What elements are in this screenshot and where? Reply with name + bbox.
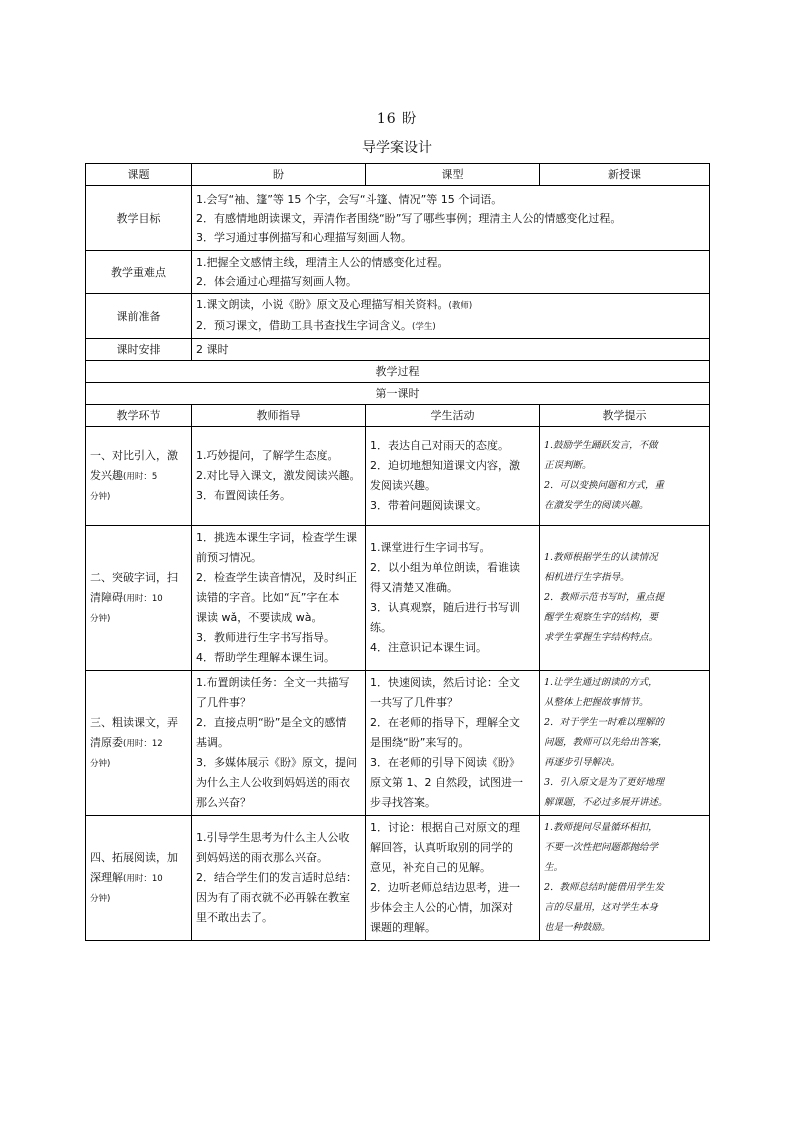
stage-cell [86,427,192,526]
keys-content [192,251,710,294]
student-line: 2．迫切地想知道课文内容，激 [370,459,520,472]
hint-line: 生。 [544,862,564,873]
teacher-cell [192,671,366,816]
stage-time: (用时：12 [123,738,163,749]
student-line: 步体会主人公的心情，加深对 [370,901,513,914]
student-line: 1．快速阅读，然后讨论：全文 [370,676,520,689]
stage-title: 深理解 [90,870,123,884]
student-line: 4．注意识记本课生词。 [370,641,487,654]
teacher-cell [192,816,366,941]
key-item: 2．体会通过心理描写刻画人物。 [196,275,357,288]
topic-label: 课题 [86,164,192,186]
stage-time: (用时：5 [123,471,158,482]
stage-title: 二、突破字词，扫 [90,570,178,584]
student-cell [366,816,540,941]
teacher-line: 里不敢出去了。 [196,911,273,924]
teacher-cell [192,427,366,526]
student-line: 是围绕“盼”来写的。 [370,736,470,749]
teacher-line: 1.布置朗读任务：全文一共描写 [196,676,350,689]
key-item: 1.把握全文感情主线，理清主人公的情感变化过程。 [196,256,449,269]
prep-note: (学生) [412,322,436,332]
teacher-line: 为什么主人公收到妈妈送的雨衣 [196,776,350,789]
student-line: 3．认真观察，随后进行书写训 [370,601,520,614]
hint-line: 2．教师示范书写时，重点提 [544,592,665,603]
student-line: 3．在老师的引导下阅读《盼》 [370,756,520,769]
teacher-line: 2．检查学生读音情况，及时纠正 [196,571,357,584]
topic-value: 盼 [192,164,366,186]
type-label: 课型 [366,164,540,186]
hint-line: 解课题，不必过多展开讲述。 [544,797,668,808]
hint-line: 也是一种鼓励。 [544,922,611,933]
stage-title-line [90,868,187,889]
student-line: 1．讨论：根据自己对原文的理 [370,821,520,834]
teacher-line: 2．结合学生们的发言适时总结： [196,871,357,884]
stage-time: 分钟) [90,893,111,904]
hours-row [86,339,710,361]
hint-cell [540,427,710,526]
teacher-line: 4．帮助学生理解本课生词。 [196,651,335,664]
student-line: 2．在老师的指导下，理解全文 [370,716,520,729]
stage-cell [86,671,192,816]
prep-item [196,295,705,316]
prep-content [192,294,710,339]
period-row [86,383,710,405]
student-line: 得又清楚又准确。 [370,581,458,594]
hint-line: 正误判断。 [544,460,592,471]
prep-row [86,294,710,339]
teacher-line: 到妈妈送的雨衣那么兴奋。 [196,851,328,864]
teacher-line: 读错的字音。比如“瓦”字在本 [196,591,340,604]
hint-cell [540,671,710,816]
hint-line: 问题，教师可以先给出答案， [544,737,668,748]
student-line: 解回答，认真听取别的同学的 [370,841,513,854]
hint-line: 1.教师提问尽量循环相扣， [544,822,658,833]
hint-line: 1.鼓励学生踊跃发言，不做 [544,440,658,451]
teacher-line: 那么兴奋？ [196,796,251,809]
column-header-row [86,405,710,427]
goals-label: 教学目标 [86,186,192,251]
hint-line: 2．教师总结时能借用学生发 [544,882,665,893]
stage-title-line [90,588,187,609]
hint-line: 醒学生观察生字的结构，要 [544,612,659,623]
table-row [86,816,710,941]
goals-row [86,186,710,251]
student-line: 发阅读兴趣。 [370,479,436,492]
student-line: 步寻找答案。 [370,796,436,809]
student-line: 2．以小组为单位朗读，看谁读 [370,561,520,574]
prep-item [196,316,705,337]
prep-note: (教师) [448,301,473,311]
stage-title-line [90,466,187,487]
table-row [86,526,710,671]
teacher-line: 1.引导学生思考为什么主人公收 [196,831,350,844]
student-line: 课题的理解。 [370,921,436,934]
hint-line: 不要一次性把问题都抛给学 [544,842,659,853]
goal-item: 3．学习通过事例描写和心理描写刻画人物。 [196,230,412,244]
teacher-line: 3．多媒体展示《盼》原文，提问 [196,756,357,769]
stage-title: 清原委 [90,735,123,749]
process-label: 教学过程 [86,361,710,383]
student-line: 意见，补充自己的见解。 [370,861,491,874]
column-header: 教学环节 [86,405,192,427]
student-line: 练。 [370,621,392,634]
table-row [86,427,710,526]
prep-text: 1.课文朗读，小说《盼》原文及心理描写相关资料。 [196,298,449,311]
hint-line: 求学生掌握生字结构特点。 [544,632,659,643]
stage-cell [86,526,192,671]
hint-cell [540,526,710,671]
stage-time: 分钟) [90,758,111,769]
student-cell [366,526,540,671]
teacher-line: 1．挑选本课生字词，检查学生课 [196,531,357,544]
hint-line: 相机进行生字指导。 [544,572,630,583]
hint-line: 3．引入原文是为了更好地理 [544,777,665,788]
hint-line: 2．对于学生一时难以理解的 [544,717,665,728]
hint-line: 再逐步引导解决。 [544,757,621,768]
period-label: 第一课时 [86,383,710,405]
stage-time: 分钟) [90,491,111,502]
type-value: 新授课 [540,164,710,186]
lesson-plan-table [85,163,710,941]
hint-cell [540,816,710,941]
stage-title: 发兴趣 [90,468,123,482]
teacher-line: 2．直接点明“盼”是全文的感情 [196,716,347,729]
student-line: 原文第 1、2 自然段，试图进一 [370,776,523,789]
teacher-line: 3．布置阅读任务。 [196,489,291,502]
hours-label: 课时安排 [86,339,192,361]
hint-line: 1.让学生通过朗读的方式， [544,677,658,688]
keys-row [86,251,710,294]
goal-item: 1.会写“袖、篷”等 15 个字，会写“斗篷、情况”等 15 个词语。 [196,192,503,206]
stage-cell [86,816,192,941]
teacher-line: 前预习情况。 [196,551,262,564]
hours-value: 2 课时 [192,339,710,361]
student-cell [366,427,540,526]
process-row [86,361,710,383]
teacher-line: 了几件事？ [196,696,251,709]
hint-line: 2．可以变换问题和方式，重 [544,480,665,491]
column-header: 教师指导 [192,405,366,427]
stage-time: (用时：10 [123,593,163,604]
student-line: 一共写了几件事？ [370,696,458,709]
column-header: 学生活动 [366,405,540,427]
hint-line: 在激发学生的阅读兴趣。 [544,500,649,511]
student-cell [366,671,540,816]
hint-line: 1.教师根据学生的认读情况 [544,552,658,563]
stage-title-line [90,733,187,754]
stage-title: 清障碍 [90,590,123,604]
student-line: 3．带着问题阅读课文。 [370,499,487,512]
stage-time: (用时：10 [123,873,163,884]
goal-item: 2．有感情地朗读课文，弄清作者围绕“盼”写了哪些事例；理清主人公的情感变化过程。 [196,211,622,225]
goals-content [192,186,710,251]
stage-time: 分钟) [90,613,111,624]
column-header: 教学提示 [540,405,710,427]
table-row [86,671,710,816]
student-line: 1．表达自己对雨天的态度。 [370,439,509,452]
teacher-line: 课读 wǎ，不要读成 wà。 [196,611,323,624]
student-line: 2．边听老师总结边思考，进一 [370,881,520,894]
student-line: 1.课堂进行生字词书写。 [370,541,491,554]
prep-text: 2．预习课文，借助工具书查找生字词含义。 [196,319,412,332]
teacher-line: 基调。 [196,736,229,749]
stage-title: 三、粗读课文，弄 [90,715,178,729]
lesson-title: 16 盼 [376,111,418,127]
keys-label: 教学重难点 [86,251,192,294]
stage-title: 一、对比引入，激 [90,448,178,462]
info-header-row [86,164,710,186]
prep-label: 课前准备 [86,294,192,339]
hint-line: 从整体上把握故事情节。 [544,697,649,708]
teacher-cell [192,526,366,671]
document-subtitle: 导学案设计 [362,140,432,156]
hint-line: 言的尽量用，这对学生本身 [544,902,659,913]
teacher-line: 1.巧妙提问，了解学生态度。 [196,449,339,462]
teacher-line: 因为有了雨衣就不必再躲在教室 [196,891,350,904]
teacher-line: 2.对比导入课文，激发阅读兴趣。 [196,469,361,482]
stage-title: 四、拓展阅读，加 [90,850,178,864]
teacher-line: 3．教师进行生字书写指导。 [196,631,335,644]
